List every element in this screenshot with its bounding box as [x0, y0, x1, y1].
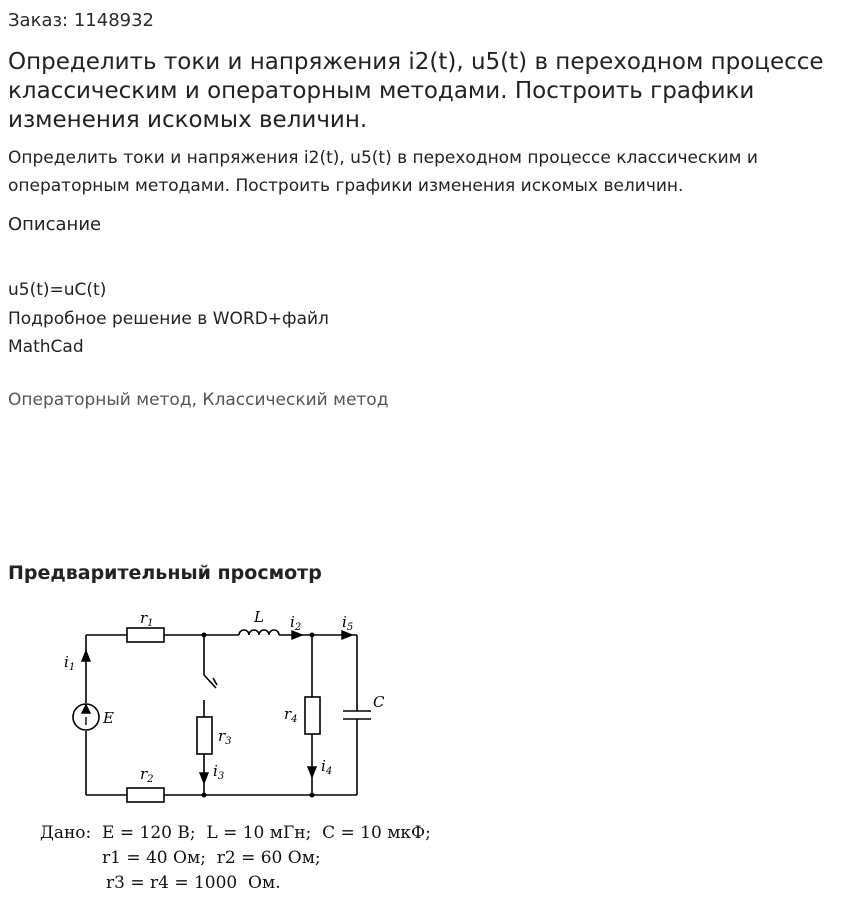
detail-line: u5(t)=uC(t) — [8, 280, 107, 300]
tag-separator: , — [191, 390, 197, 410]
details-block — [8, 276, 329, 362]
label-L: L — [254, 608, 264, 626]
order-number: 1148932 — [73, 10, 155, 31]
circuit-diagram — [30, 605, 450, 905]
label-i3: $i_3$ — [213, 762, 225, 782]
description-text: Определить токи и напряжения i2(t), u5(t) в переходном процессе классическим и операторным методами. Построить графики изменения искомых величин. — [8, 148, 758, 196]
tag-classic-method[interactable]: Классический метод — [202, 390, 389, 410]
given-line-1: Дано: E = 120 В; L = 10 мГн; C = 10 мкФ; — [40, 823, 431, 843]
detail-line: MathCad — [8, 337, 84, 357]
order-label: Заказ: — [8, 10, 69, 31]
label-r3: $r_3$ — [218, 727, 232, 747]
order-line — [8, 10, 154, 31]
tag-list — [8, 390, 388, 410]
label-i4: $i_4$ — [321, 757, 333, 777]
detail-line: Подробное решение в WORD+файл — [8, 308, 329, 329]
label-i1: $i_1$ — [64, 653, 76, 673]
description-heading: Описание — [8, 214, 102, 235]
circuit-preview-image — [30, 605, 450, 905]
label-C: C — [373, 693, 385, 711]
label-i5: $i_5$ — [342, 613, 354, 633]
given-line-3: r3 = r4 = 1000 Ом. — [106, 873, 281, 893]
label-E: E — [103, 709, 114, 727]
label-r2: $r_2$ — [140, 765, 154, 785]
preview-heading: Предварительный просмотр — [8, 562, 322, 584]
given-line-2: r1 = 40 Ом; r2 = 60 Ом; — [102, 848, 321, 868]
page-title: Определить токи и напряжения i2(t), u5(t) в переходном процессе классическим и операторным методами. Построить графики изменения искомых величин. — [8, 49, 824, 133]
tag-operator-method[interactable]: Операторный метод — [8, 390, 192, 410]
label-i2: $i_2$ — [290, 613, 302, 633]
label-r4: $r_4$ — [284, 705, 298, 725]
label-r1: $r_1$ — [140, 609, 154, 629]
